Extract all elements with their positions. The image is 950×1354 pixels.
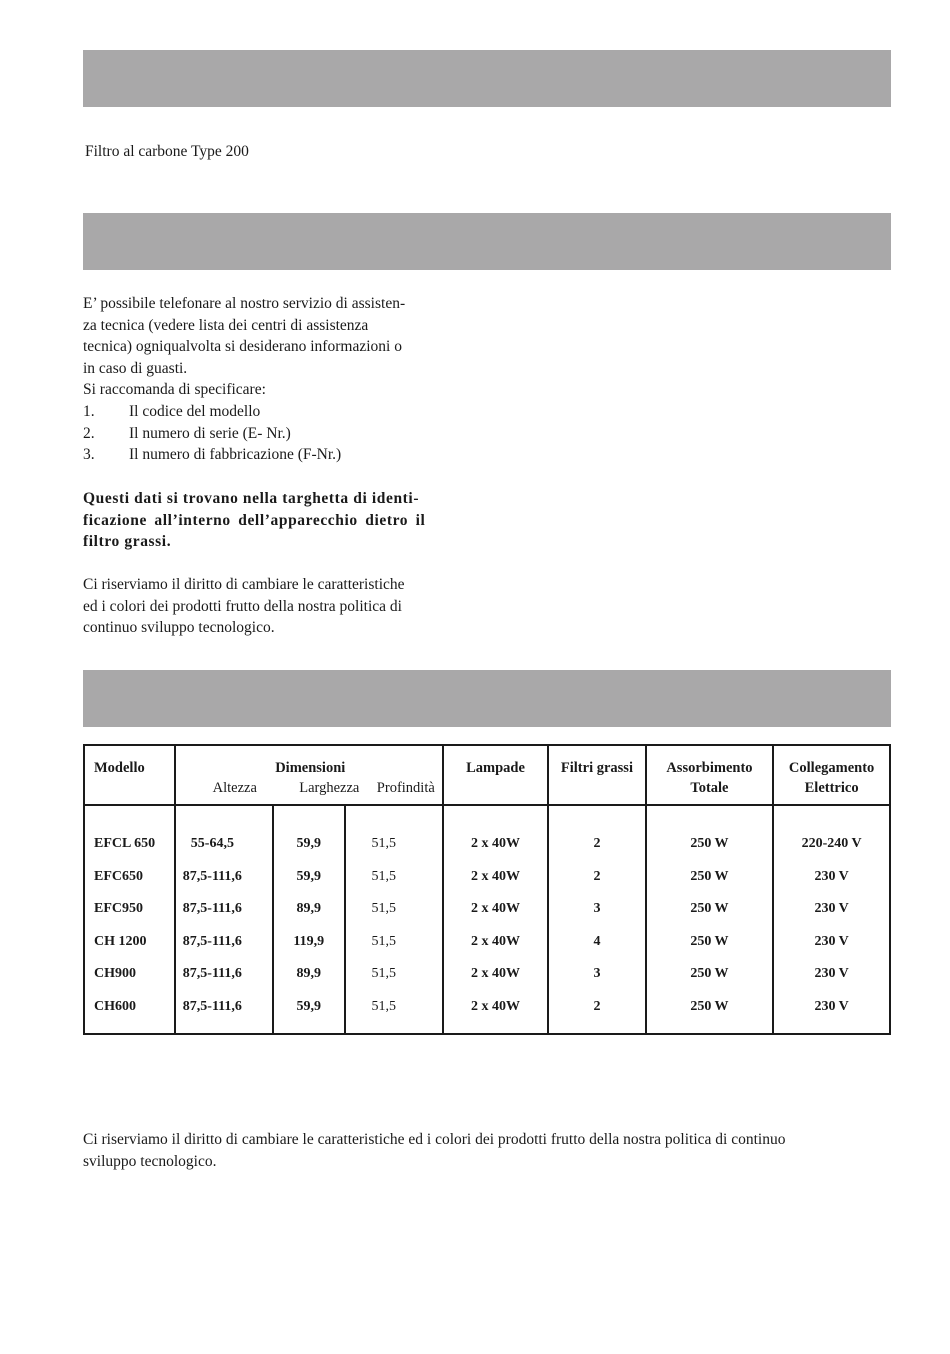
header-depth: Profindità: [376, 780, 435, 796]
cell-width: 59,9: [296, 868, 321, 884]
header-connection: [773, 745, 890, 805]
cell-absorption: 250 W: [690, 966, 729, 981]
header-height: Altezza: [212, 780, 257, 796]
cell-height: 87,5-111,6: [182, 901, 242, 916]
cell-model: EFCL 650: [94, 836, 156, 851]
accessory-item: Filtro al carbone Type 200: [85, 143, 249, 160]
header-absorption-line2: Totale: [690, 780, 729, 796]
disclaimer-line: continuo sviluppo tecnologico.: [83, 619, 275, 637]
header-model: Modello: [84, 745, 175, 805]
cell-connection: 230 V: [814, 998, 849, 1014]
header-connection-line1: Collegamento: [788, 760, 875, 776]
cell-connection: 230 V: [814, 868, 849, 884]
cell-connection: 230 V: [814, 966, 849, 981]
cell-lamps: 2 x 40W: [470, 933, 520, 949]
cell-depth: 51,5: [371, 901, 396, 916]
column-width: [273, 805, 345, 1034]
service-specify: Si raccomanda di specificare:: [83, 381, 266, 399]
cell-depth: 51,5: [371, 836, 396, 851]
note-line: Questi dati si trovano nella targhetta di identi-: [83, 490, 420, 507]
cell-connection: 230 V: [814, 933, 849, 949]
header-filters: Filtri grassi: [548, 745, 645, 805]
header-absorption: [646, 745, 774, 805]
section-band-accessories: [83, 50, 891, 107]
cell-lamps: 2 x 40W: [470, 966, 520, 981]
list-text: Il numero di serie (E- Nr.): [129, 424, 291, 442]
cell-model: CH 1200: [94, 933, 147, 949]
table-body-row: [84, 805, 890, 1034]
cell-depth: 51,5: [371, 966, 396, 981]
footer-line: Ci riserviamo il diritto di cambiare le caratteristiche ed i colori dei prodotti frutto della nostra politica di continuo: [83, 1131, 786, 1148]
column-depth: [345, 805, 443, 1034]
cell-absorption: 250 W: [690, 836, 729, 851]
header-dimensions-label: Dimensioni: [275, 760, 346, 776]
service-intro-line: tecnica) ogniqualvolta si desiderano informazioni o: [83, 338, 402, 356]
column-absorption: [646, 805, 774, 1034]
list-item: [83, 444, 455, 466]
cell-width: 89,9: [296, 901, 321, 916]
header-lamps: Lampade: [443, 745, 549, 805]
service-intro-line: za tecnica (vedere lista dei centri di assistenza: [83, 316, 369, 334]
cell-lamps: 2 x 40W: [470, 901, 520, 916]
cell-width: 119,9: [293, 933, 325, 949]
service-note: [83, 488, 443, 553]
cell-connection: 230 V: [814, 901, 849, 916]
cell-depth: 51,5: [371, 868, 396, 884]
specifications-table: [83, 744, 891, 1035]
cell-width: 89,9: [296, 966, 321, 981]
cell-lamps: 2 x 40W: [470, 868, 520, 884]
cell-width: 59,9: [296, 836, 321, 851]
cell-filters: 2: [593, 868, 601, 884]
column-lamps: [443, 805, 549, 1034]
list-number: 3.: [83, 446, 95, 464]
section-band-service: [83, 213, 891, 270]
cell-absorption: 250 W: [690, 901, 729, 916]
column-height: [175, 805, 273, 1034]
list-number: 1.: [83, 402, 95, 420]
list-number: 2.: [83, 424, 95, 442]
cell-absorption: 250 W: [690, 868, 729, 884]
disclaimer-line: ed i colori dei prodotti frutto della nostra politica di: [83, 597, 402, 615]
cell-filters: 2: [593, 998, 601, 1014]
header-absorption-line1: Assorbimento: [666, 760, 753, 776]
cell-width: 59,9: [296, 998, 321, 1014]
cell-absorption: 250 W: [690, 998, 729, 1014]
cell-height: 55-64,5: [190, 836, 234, 851]
list-text: Il codice del modello: [129, 402, 261, 420]
cell-height: 87,5-111,6: [182, 966, 242, 981]
cell-model: EFC650: [94, 868, 143, 884]
cell-filters: 3: [593, 966, 601, 981]
service-intro-line: in caso di guasti.: [83, 359, 188, 377]
list-item: [83, 401, 455, 423]
disclaimer-line: Ci riserviamo il diritto di cambiare le caratteristiche: [83, 576, 405, 593]
cell-height: 87,5-111,6: [182, 933, 242, 949]
cell-model: EFC950: [94, 901, 143, 916]
cell-depth: 51,5: [371, 998, 396, 1014]
cell-model: CH900: [94, 966, 136, 981]
cell-lamps: 2 x 40W: [470, 836, 520, 851]
cell-absorption: 250 W: [690, 933, 729, 949]
cell-lamps: 2 x 40W: [470, 998, 520, 1014]
list-item: [83, 423, 455, 445]
cell-filters: 2: [593, 836, 601, 851]
cell-height: 87,5-111,6: [182, 868, 242, 884]
column-filters: [548, 805, 645, 1034]
note-line: filtro grassi.: [83, 533, 172, 551]
service-section: [83, 293, 455, 466]
list-text: Il numero di fabbricazione (F-Nr.): [129, 446, 342, 464]
service-disclaimer: [83, 574, 455, 639]
cell-height: 87,5-111,6: [182, 998, 242, 1014]
cell-connection: 220-240 V: [801, 836, 862, 851]
section-band-specifications: [83, 670, 891, 727]
cell-filters: 4: [593, 933, 601, 949]
header-dimensions-sub: [176, 778, 442, 798]
table-header-row: [84, 745, 890, 805]
footer-line: sviluppo tecnologico.: [83, 1152, 217, 1170]
column-model: [84, 805, 175, 1034]
service-intro-line: E’ possibile telefonare al nostro servizio di assisten-: [83, 295, 406, 312]
cell-model: CH600: [94, 998, 136, 1014]
cell-filters: 3: [593, 901, 601, 916]
header-width: Larghezza: [299, 780, 360, 796]
note-line: ficazione all’interno dell’apparecchio dietro il: [83, 511, 426, 529]
column-connection: [773, 805, 890, 1034]
header-connection-line2: Elettrico: [804, 780, 859, 796]
cell-depth: 51,5: [371, 933, 396, 949]
header-dimensions: [175, 745, 443, 805]
footer-disclaimer: [83, 1129, 893, 1172]
